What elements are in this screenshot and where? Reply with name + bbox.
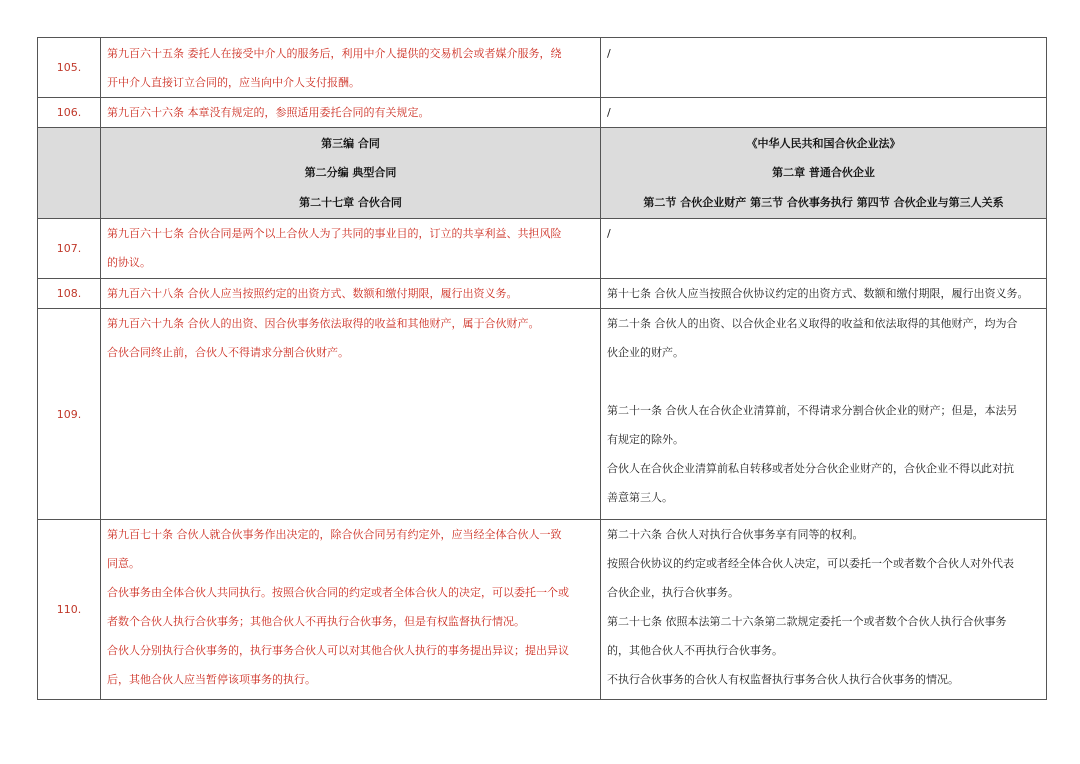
text-line: 第十七条 合伙人应当按照合伙协议约定的出资方式、数额和缴付期限，履行出资义务。 <box>607 287 1029 300</box>
heading-line: 第二节 合伙企业财产 第三节 合伙事务执行 第四节 合伙企业与第三人关系 <box>643 195 1004 209</box>
text-line: 第九百六十八条 合伙人应当按照约定的出资方式、数额和缴付期限，履行出资义务。 <box>107 287 518 300</box>
civil-code-article <box>101 98 601 128</box>
civil-code-article <box>101 219 601 279</box>
heading-line: 第二章 普通合伙企业 <box>772 166 875 180</box>
row-number: 108. <box>38 279 101 309</box>
heading-line: 《中华人民共和国合伙企业法》 <box>746 136 901 150</box>
table-row <box>38 520 1047 700</box>
text-line: 有规定的除外。 <box>607 433 684 446</box>
row-number: 107. <box>38 219 101 279</box>
text-line: 的协议。 <box>107 256 151 269</box>
text-line: 第二十六条 合伙人对执行合伙事务享有同等的权利。 <box>607 528 864 541</box>
text-line: 第二十条 合伙人的出资、以合伙企业名义取得的收益和依法取得的其他财产，均为合 <box>607 317 1018 330</box>
partnership-law-article <box>601 98 1047 128</box>
header-blank-cell <box>38 128 101 219</box>
civil-code-article <box>101 520 601 700</box>
text-line: 按照合伙协议的约定或者经全体合伙人决定，可以委托一个或者数个合伙人对外代表 <box>607 557 1014 570</box>
partnership-law-article <box>601 279 1047 309</box>
heading-line: 第二分编 典型合同 <box>304 166 397 180</box>
partnership-law-section-heading <box>601 128 1047 219</box>
text-line: 不执行合伙事务的合伙人有权监督执行事务合伙人执行合伙事务的情况。 <box>607 673 959 686</box>
heading-line: 第三编 合同 <box>321 136 380 150</box>
text-line: 合伙人分别执行合伙事务的，执行事务合伙人可以对其他合伙人执行的事务提出异议；提出异议 <box>107 644 569 657</box>
civil-code-article <box>101 309 601 520</box>
text-line: 第九百六十六条 本章没有规定的，参照适用委托合同的有关规定。 <box>107 106 430 119</box>
text-line: 同意。 <box>107 557 140 570</box>
comparison-table <box>37 37 1047 700</box>
heading-line: 第二十七章 合伙合同 <box>299 195 402 209</box>
paragraph-gap <box>607 367 1040 396</box>
table-row <box>38 279 1047 309</box>
partnership-law-article <box>601 520 1047 700</box>
row-number: 109. <box>38 309 101 520</box>
text-line: 第二十一条 合伙人在合伙企业清算前，不得请求分割合伙企业的财产；但是，本法另 <box>607 404 1018 417</box>
text-line: 开中介人直接订立合同的，应当向中介人支付报酬。 <box>107 76 360 89</box>
text-line: / <box>607 47 611 60</box>
text-line: 合伙合同终止前，合伙人不得请求分割合伙财产。 <box>107 346 349 359</box>
text-line: 合伙人在合伙企业清算前私自转移或者处分合伙企业财产的，合伙企业不得以此对抗 <box>607 462 1014 475</box>
table-row <box>38 98 1047 128</box>
text-line: 善意第三人。 <box>607 491 673 504</box>
text-line: / <box>607 227 611 240</box>
text-line: 第九百六十九条 合伙人的出资、因合伙事务依法取得的收益和其他财产，属于合伙财产。 <box>107 317 540 330</box>
partnership-law-article <box>601 219 1047 279</box>
table-row <box>38 38 1047 98</box>
row-number: 105. <box>38 38 101 98</box>
civil-code-article <box>101 279 601 309</box>
table-row <box>38 219 1047 279</box>
row-number: 110. <box>38 520 101 700</box>
partnership-law-article <box>601 309 1047 520</box>
partnership-law-article <box>601 38 1047 98</box>
table-row <box>38 309 1047 520</box>
text-line: 第二十七条 依照本法第二十六条第二款规定委托一个或者数个合伙人执行合伙事务 <box>607 615 1007 628</box>
text-line: 的，其他合伙人不再执行合伙事务。 <box>607 644 783 657</box>
text-line: 伙企业的财产。 <box>607 346 684 359</box>
row-number: 106. <box>38 98 101 128</box>
text-line: 第九百六十七条 合伙合同是两个以上合伙人为了共同的事业目的，订立的共享利益、共担风险 <box>107 227 562 240</box>
text-line: 者数个合伙人执行合伙事务；其他合伙人不再执行合伙事务，但是有权监督执行情况。 <box>107 615 525 628</box>
text-line: 合伙事务由全体合伙人共同执行。按照合伙合同的约定或者全体合伙人的决定，可以委托一个或 <box>107 586 569 599</box>
text-line: 第九百七十条 合伙人就合伙事务作出决定的，除合伙合同另有约定外，应当经全体合伙人一致 <box>107 528 562 541</box>
text-line: 合伙企业，执行合伙事务。 <box>607 586 739 599</box>
text-line: 后，其他合伙人应当暂停该项事务的执行。 <box>107 673 316 686</box>
section-header-row <box>38 128 1047 219</box>
civil-code-section-heading <box>101 128 601 219</box>
text-line: / <box>607 106 611 119</box>
text-line: 第九百六十五条 委托人在接受中介人的服务后，利用中介人提供的交易机会或者媒介服务，绕 <box>107 47 562 60</box>
civil-code-article <box>101 38 601 98</box>
